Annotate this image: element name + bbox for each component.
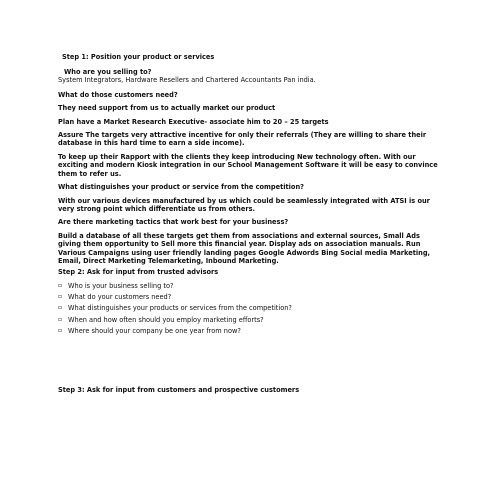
question-who: Who are you selling to? — [64, 68, 152, 76]
step2-heading: Step 2: Ask for input from trusted advisors — [58, 268, 219, 276]
list-item-text: What do your customers need? — [68, 293, 172, 302]
list-item-text: Who is your business selling to? — [68, 282, 174, 290]
bullet-icon: ▫ — [58, 326, 63, 334]
bullet-icon: ▫ — [58, 282, 63, 289]
list-item — [58, 327, 292, 338]
bullet-icon: ▫ — [58, 315, 63, 323]
rapport-paragraph: To keep up their Rapport with the clients they keep introducing New technology often. With our exciting and modern Kiosk integration in our School Management Software it will be easy to convince them to refer us. — [58, 153, 438, 178]
answer-need: They need support from us to actually market our product — [58, 104, 276, 112]
list-item-text: Where should your company be one year from now? — [68, 326, 241, 335]
bullet-icon: ▫ — [58, 304, 63, 312]
step3-heading: Step 3: Ask for input from customers and prospective customers — [58, 386, 300, 394]
list-item-text: What distinguishes your products or services from the competition? — [68, 304, 292, 313]
answer-tactics: Build a database of all these targets get them from associations and external sources, Small Ads giving them opportunity to Sell more this financial year. Display ads on association manuals. Run Various Campaigns using user friendly landing pages Google Adwords Bing Social media Marketing, Email, Direct Marketing Telemarketing, Inbound Marketing. — [58, 232, 431, 265]
answer-who: System Integrators, Hardware Resellers and Chartered Accountants Pan india. — [58, 76, 316, 84]
question-distinguish: What distinguishes your product or service from the competition? — [58, 183, 304, 191]
list-item-text: When and how often should you employ marketing efforts? — [68, 315, 264, 324]
list-item — [58, 293, 292, 304]
advisor-question-list — [58, 282, 292, 338]
step1-heading: Step 1: Position your product or services — [62, 53, 215, 61]
question-tactics: Are there marketing tactics that work best for your business? — [58, 218, 289, 226]
assure-paragraph: Assure The targets very attractive incentive for only their referrals (They are willing to share their database in this hard time to earn a side income). — [58, 131, 427, 148]
list-item — [58, 316, 292, 327]
question-need: What do those customers need? — [58, 91, 178, 99]
answer-distinguish: With our various devices manufactured by us which could be seamlessly integrated with ATSI is our very strong point which differentiate us from others. — [58, 197, 430, 214]
plan-paragraph: Plan have a Market Research Executive- associate him to 20 – 25 targets — [58, 118, 329, 126]
list-item — [58, 282, 292, 293]
bullet-icon: ▫ — [58, 293, 63, 301]
list-item — [58, 304, 292, 315]
